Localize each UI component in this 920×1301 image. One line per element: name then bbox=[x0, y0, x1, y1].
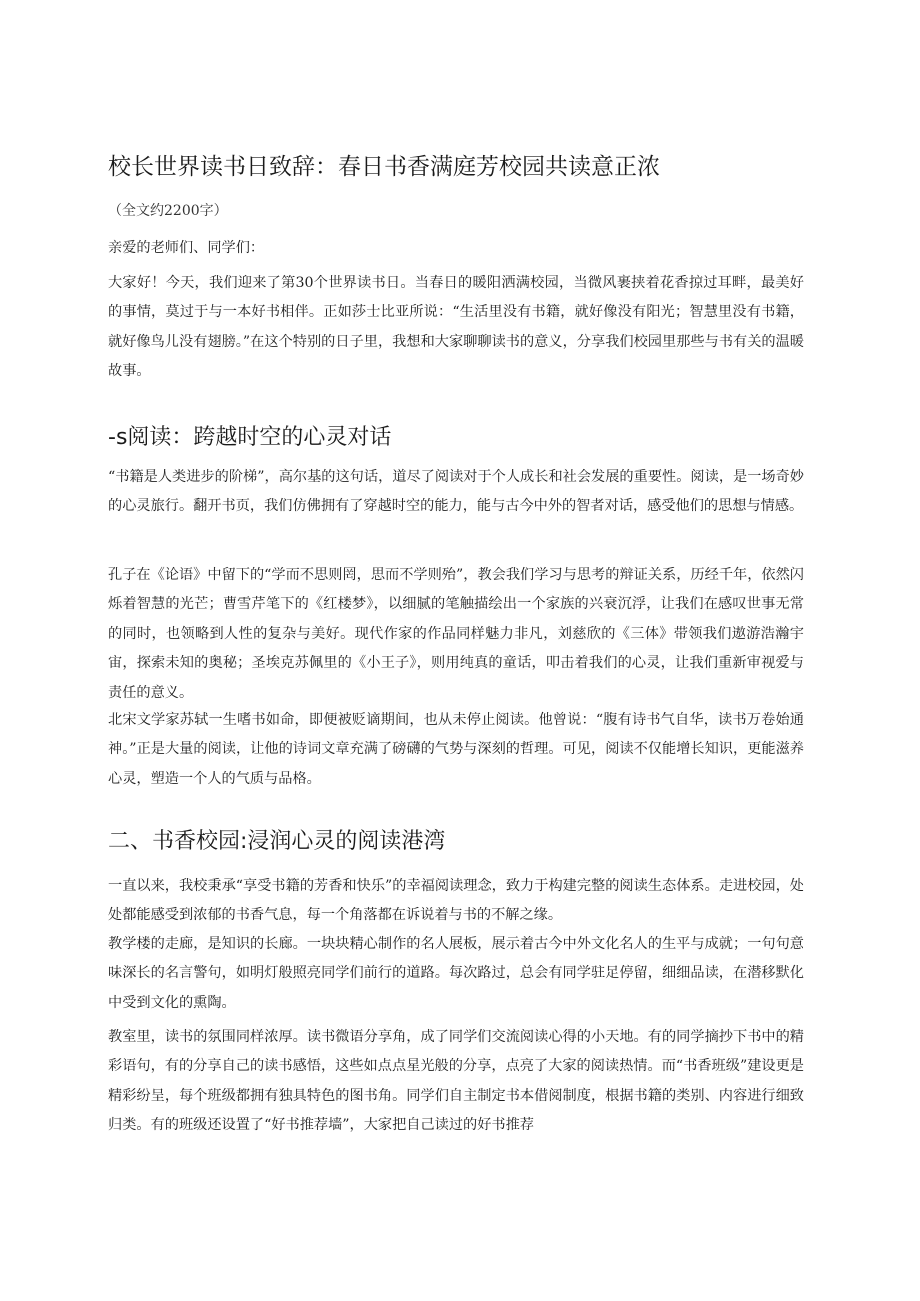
section-1-paragraph: “书籍是人类进步的阶梯”，高尔基的这句话，道尽了阅读对于个人成长和社会发展的重要性。阅读，是一场奇妙的心灵旅行。翻开书页，我们仿佛拥有了穿越时空的能力，能与古今中外的智者对话，感受他们的思想与情感。 bbox=[108, 469, 804, 515]
salutation: 亲爱的老师们、同学们： bbox=[108, 240, 265, 256]
section-2-paragraph: 教室里，读书的氛围同样浓厚。读书微语分享角，成了同学们交流阅读心得的小天地。有的同学摘抄下书中的精彩语句，有的分享自己的读书感悟，这些如点点星光般的分享，点亮了大家的阅读热情。而“书香班级”建设更是精彩纷呈，每个班级都拥有独具特色的图书角。同学们自主制定书本借阅制度，根据书籍的类别、内容进行细致归类。有的班级还设置了“好书推荐墙”，大家把自己读过的好书推荐 bbox=[108, 1029, 804, 1134]
section-2-paragraph: 一直以来，我校秉承“享受书籍的芳香和快乐”的幸福阅读理念，致力于构建完整的阅读生态体系。走进校园，处处都能感受到浓郁的书香气息，每一个角落都在诉说着与书的不解之缘。 bbox=[108, 878, 804, 923]
section-2-paragraph: 教学楼的走廊，是知识的长廊。一块块精心制作的名人展板，展示着古今中外文化名人的生平与成就；一句句意味深长的名言警句，如明灯般照亮同学们前行的道路。每次路过，总会有同学驻足停留，细细品读，在潜移默化中受到文化的熏陶。 bbox=[108, 936, 804, 1011]
section-2-heading: 二、书香校园:浸润心灵的阅读港湾 bbox=[108, 829, 446, 854]
word-count-note: （全文约2200字） bbox=[108, 203, 228, 219]
section-1-paragraph: 北宋文学家苏轼一生嗜书如命，即便被贬谪期间，也从未停止阅读。他曾说：“腹有诗书气自华，读书万卷始通神。”正是大量的阅读，让他的诗词文章充满了磅礴的气势与深刻的哲理。可见，阅读不仅能增长知识，更能滋养心灵，塑造一个人的气质与品格。 bbox=[108, 712, 804, 787]
section-1-heading: -s阅读：跨越时空的心灵对话 bbox=[108, 425, 392, 450]
section-1-paragraph: 孔子在《论语》中留下的“学而不思则罔，思而不学则殆”，教会我们学习与思考的辩证关系，历经千年，依然闪烁着智慧的光芒；曹雪芹笔下的《红楼梦》，以细腻的笔触描绘出一个家族的兴衰沉浮，让我们在感叹世事无常的同时，也领略到人性的复杂与美好。现代作家的作品同样魅力非凡，刘慈欣的《三体》带领我们遨游浩瀚宇宙，探索未知的奥秘；圣埃克苏佩里的《小王子》，则用纯真的童话，叩击着我们的心灵，让我们重新审视爱与责任的意义。 bbox=[108, 567, 804, 701]
intro-paragraph: 大家好！今天，我们迎来了第30个世界读书日。当春日的暖阳洒满校园，当微风裹挟着花香掠过耳畔，最美好的事情，莫过于与一本好书相伴。正如莎士比亚所说：“生活里没有书籍，就好像没有阳光；智慧里没有书籍，就好像鸟儿没有翅膀。”在这个特别的日子里，我想和大家聊聊读书的意义，分享我们校园里那些与书有关的温暖故事。 bbox=[108, 275, 804, 380]
document-title: 校长世界读书日致辞：春日书香满庭芳校园共读意正浓 bbox=[108, 154, 660, 180]
